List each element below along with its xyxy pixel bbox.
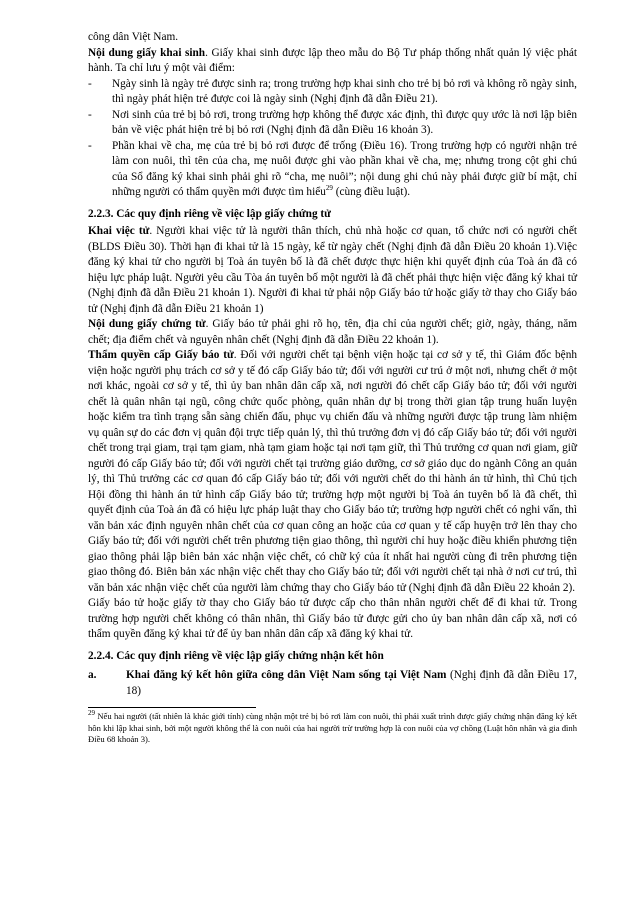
paragraph-intro: công dân Việt Nam. bbox=[88, 31, 179, 43]
list-item-birth-date bbox=[88, 77, 577, 108]
list-item-text: Ngày sinh là ngày trẻ được sinh ra; trong trường hợp khai sinh cho trẻ bị bỏ rơi và không rõ ngày sinh, thì ngày phát hiện trẻ được coi là ngày sinh (Nghị định đã dẫn Điều 21). bbox=[112, 77, 577, 105]
section-heading-2-2-4: 2.2.4. Các quy định riêng về việc lập giấy chứng nhận kết hôn bbox=[88, 649, 384, 662]
paragraph-death-declaration bbox=[88, 224, 577, 317]
subheading-ref: (Nghị định đã dẫn Điều 17, 18) bbox=[126, 669, 577, 697]
subheading-a bbox=[88, 668, 577, 699]
paragraph-issuing-authority bbox=[88, 348, 577, 596]
list-item-parents bbox=[88, 139, 577, 201]
dash-marker: - bbox=[88, 77, 92, 90]
list-item-birth-place bbox=[88, 108, 577, 139]
footnote-number: 29 bbox=[88, 709, 95, 718]
footnote-ref[interactable]: 29 bbox=[325, 184, 333, 193]
term-issuing-authority: Thẩm quyền cấp Giấy báo tử bbox=[88, 349, 234, 361]
footnote-divider bbox=[88, 707, 256, 708]
document-page bbox=[88, 30, 577, 746]
paragraph-death-notice: Giấy báo tử hoặc giấy tờ thay cho Giấy báo tử được cấp cho thân nhân người chết để đi khai tử. Trong trường hợp người chết không có thân nhân, thì Giấy báo tử được gửi cho ủy ban nhân dân cấp xã, nơi có thẩm quyền đăng ký khai tử để ủy ban nhân dân cấp xã đăng ký khai tử. bbox=[88, 597, 577, 640]
footnote-29 bbox=[88, 711, 577, 746]
term-death-declaration: Khai việc tử bbox=[88, 225, 150, 237]
section-heading-2-2-3: 2.2.3. Các quy định riêng về việc lập giấy chứng tử bbox=[88, 207, 331, 220]
paragraph-text: . Giấy báo tử phải ghi rõ họ, tên, địa chỉ của người chết; giờ, ngày, tháng, năm chết; địa điểm chết và nguyên nhân chết (Nghị định đã dẫn Điều 22 khoản 1). bbox=[88, 318, 578, 346]
subheading-text bbox=[126, 668, 577, 699]
dash-marker: - bbox=[88, 139, 92, 152]
paragraph-text: . Giấy khai sinh được lập theo mẫu do Bộ Tư pháp thống nhất quản lý việc phát hành. Ta chỉ lưu ý một vài điểm: bbox=[88, 46, 577, 74]
paragraph-death-certificate-content bbox=[88, 317, 577, 348]
term-death-certificate-content: Nội dung giấy chứng tử bbox=[88, 318, 206, 330]
subheading-letter: a. bbox=[88, 669, 97, 681]
paragraph-text: . Đối với người chết tại bệnh viện hoặc tại cơ sở y tế, thì Giám đốc bệnh viện hoặc người phụ trách cơ sở y tế đó cấp Giấy báo tử; đối với người cư trú ở một nơi, nhưng chết ở một nơi khác, ngoài cơ sở y tế, thì ủy ban nhân dân cấp xã, nơi người đó chết cấp Giấy báo tử; đối với người chết là quân nhân tại ngũ, công chức quốc phòng, quân nhân dự bị trong thời gian tập trung huấn luyện hoặc kiểm tra tình trạng sẵn sàng chiến đấu, phục vụ chiến đấu và những người được tập trung làm nhiệm vụ quân sự do các đơn vị quân đội trực tiếp quản lý, thì thủ trưởng đơn vị đó cấp Giấy báo tử; đối với người chết trong trại giam, trại tạm giam, nhà tạm giam hoặc tại nơi tạm giữ, thì Thủ trưởng cơ quan nơi giam, giữ người đó cấp Giấy báo tử; đối với người chết tại trường giáo dưỡng, cơ sở giáo dục do ngành Công an quản lý, thì Thủ trưởng các cơ quan đó cấp Giấy báo tử; đối với người chết do thi hành án tử hình, thì Chủ tịch Hội đồng thi hành án tử hình cấp Giấy báo tử; trường hợp một người bị Toà án tuyên bố là đã chết, thì quyết định của Toà án đã có hiệu lực pháp luật thay cho Giấy báo tử; trường hợp người chết có nghi vấn, thì văn bản xác định nguyên nhân chết của cơ quan công an hoặc của cơ quan y tế cấp huyện trở lên thay cho Giấy báo tử; đối với người chết trên phương tiện giao thông, thì người chỉ huy hoặc điều khiển phương tiện giao thông phải lập biên bản xác nhận việc chết, có chữ ký của ít nhất hai người cùng đi trên phương tiện giao thông đó. Biên bản xác nhận việc chết thay cho Giấy báo tử; đối với người chết tại nhà ở nơi cư trú, thì văn bản xác nhận việc chết của người làm chứng thay cho Giấy báo tử (Nghị định đã dẫn Điều 22 khoản 2). bbox=[88, 349, 577, 594]
paragraph-text: . Người khai việc tử là người thân thích, chủ nhà hoặc cơ quan, tổ chức nơi có người chết (BLDS Điều 30). Thời hạn đi khai tử là 15 ngày, kể từ ngày chết (Nghị định đã dẫn Điều 20 khoản 1).Việc đăng ký khai tử cho người bị Toà án tuyên bố là đã chết được thực hiện khi quyết định của Toà án đã có hiệu lực pháp luật. Người yêu cầu Tòa án tuyên bố một người là đã chết phải thực hiện việc đăng ký khai tử (Nghị định đã dẫn Điều 21 khoản 1). Người đi khai tử phải nộp Giấy báo tử hoặc giấy tờ thay cho Giấy báo tử (Nghị định đã dẫn Điều 21 khoản 1) bbox=[88, 225, 577, 315]
list-item-tail: (cùng điều luật). bbox=[332, 186, 411, 198]
subheading-bold: Khai đăng ký kết hôn giữa công dân Việt Nam sống tại Việt Nam bbox=[126, 669, 447, 681]
term-birth-content: Nội dung giấy khai sinh bbox=[88, 46, 206, 59]
list-item-text: Nơi sinh của trẻ bị bỏ rơi, trong trường hợp không thể được xác định, thì được quy ước là nơi lập biên bản về việc phát hiện trẻ bị bỏ rơi (Nghị định đã dẫn Điều 16 khoản 3). bbox=[112, 108, 577, 136]
footnote-text: Nếu hai người (tất nhiên là khác giới tính) cùng nhận một trẻ bị bỏ rơi làm con nuôi, thì phải xuất trình được giấy chứng nhận đăng ký kết hôn khi lập khai sinh, bởi một người không thể là con nuôi của hai người trừ trường hợp là con nuôi của vợ chồng (Luật hôn nhân và gia đình Điều 68 khoản 3). bbox=[88, 711, 577, 744]
list-item-body: Phần khai về cha, mẹ của trẻ bị bỏ rơi được để trống (Điều 16). Trong trường hợp có người nhận trẻ làm con nuôi, thì tên của cha, mẹ nuôi được ghi vào phần khai về cha, mẹ; nhưng trong cột ghi chú của Sổ đăng ký khai sinh phải ghi rõ “cha, mẹ nuôi”; nội dung ghi chú này phải được giữ bí mật, chỉ những người có thẩm quyền mới được tìm hiểu bbox=[112, 139, 577, 198]
list-item-text bbox=[112, 139, 577, 201]
paragraph-birth-content bbox=[88, 46, 577, 77]
dash-marker: - bbox=[88, 108, 92, 121]
